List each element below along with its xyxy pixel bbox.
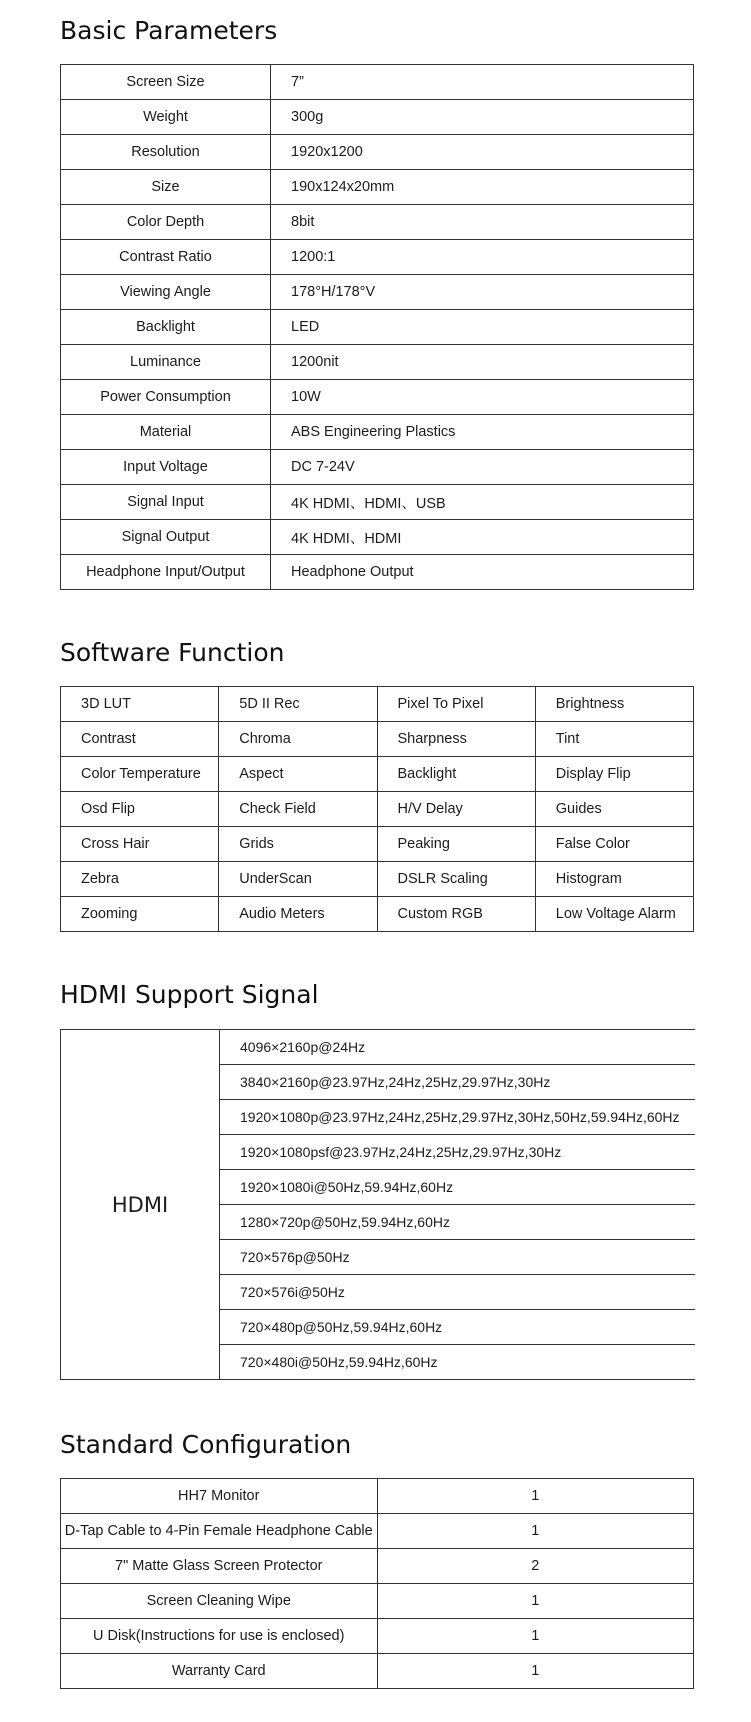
table-row — [61, 170, 694, 205]
feature-cell: Sharpness — [377, 722, 535, 757]
param-value: ABS Engineering Plastics — [271, 415, 694, 450]
feature-cell: Osd Flip — [61, 792, 219, 827]
table-row — [61, 520, 694, 555]
feature-cell: Guides — [535, 792, 693, 827]
table-row — [61, 687, 694, 722]
table-row — [61, 205, 694, 240]
param-label: Signal Output — [61, 520, 271, 555]
feature-cell: Zooming — [61, 897, 219, 932]
feature-cell: 5D II Rec — [219, 687, 377, 722]
param-value: 1200:1 — [271, 240, 694, 275]
param-label: Backlight — [61, 310, 271, 345]
config-qty: 1 — [377, 1514, 694, 1549]
config-item: Screen Cleaning Wipe — [61, 1584, 378, 1619]
feature-cell: Display Flip — [535, 757, 693, 792]
table-row — [61, 1619, 694, 1654]
signal-format: 720×576p@50Hz — [220, 1240, 696, 1275]
table-row — [61, 1514, 694, 1549]
config-item: 7" Matte Glass Screen Protector — [61, 1549, 378, 1584]
feature-cell: Audio Meters — [219, 897, 377, 932]
feature-cell: Grids — [219, 827, 377, 862]
feature-cell: Brightness — [535, 687, 693, 722]
config-item: HH7 Monitor — [61, 1479, 378, 1514]
table-row — [61, 345, 694, 380]
param-label: Size — [61, 170, 271, 205]
feature-cell: Cross Hair — [61, 827, 219, 862]
feature-cell: Chroma — [219, 722, 377, 757]
param-label: Color Depth — [61, 205, 271, 240]
table-row — [61, 1654, 694, 1689]
feature-cell: H/V Delay — [377, 792, 535, 827]
table-row — [61, 722, 694, 757]
param-value: 178°H/178°V — [271, 275, 694, 310]
config-qty: 1 — [377, 1584, 694, 1619]
basic-parameters-title: Basic Parameters — [60, 16, 278, 45]
feature-cell: Zebra — [61, 862, 219, 897]
param-label: Power Consumption — [61, 380, 271, 415]
param-value: LED — [271, 310, 694, 345]
feature-cell: Custom RGB — [377, 897, 535, 932]
table-row — [61, 1584, 694, 1619]
feature-cell: Tint — [535, 722, 693, 757]
table-row — [61, 135, 694, 170]
table-row — [61, 485, 694, 520]
table-row — [61, 555, 694, 590]
table-row — [61, 862, 694, 897]
param-value: 1920x1200 — [271, 135, 694, 170]
config-qty: 1 — [377, 1479, 694, 1514]
config-qty: 1 — [377, 1619, 694, 1654]
param-value: DC 7-24V — [271, 450, 694, 485]
config-qty: 1 — [377, 1654, 694, 1689]
signal-format: 4096×2160p@24Hz — [220, 1030, 696, 1065]
feature-cell: Low Voltage Alarm — [535, 897, 693, 932]
feature-cell: Contrast — [61, 722, 219, 757]
table-row — [61, 275, 694, 310]
standard-configuration-title: Standard Configuration — [60, 1430, 352, 1459]
table-row — [61, 1479, 694, 1514]
signal-format: 1920×1080psf@23.97Hz,24Hz,25Hz,29.97Hz,30Hz — [220, 1135, 696, 1170]
signal-format: 720×480i@50Hz,59.94Hz,60Hz — [220, 1345, 696, 1380]
param-value: 4K HDMI、HDMI、USB — [271, 485, 694, 520]
table-row — [61, 792, 694, 827]
feature-cell: DSLR Scaling — [377, 862, 535, 897]
feature-cell: Histogram — [535, 862, 693, 897]
param-label: Input Voltage — [61, 450, 271, 485]
standard-configuration-table — [60, 1478, 694, 1689]
config-item: Warranty Card — [61, 1654, 378, 1689]
param-value: 4K HDMI、HDMI — [271, 520, 694, 555]
param-value: 8bit — [271, 205, 694, 240]
software-function-table — [60, 686, 694, 932]
table-row — [61, 1549, 694, 1584]
param-label: Luminance — [61, 345, 271, 380]
feature-cell: 3D LUT — [61, 687, 219, 722]
hdmi-support-table — [60, 1029, 695, 1380]
param-value: Headphone Output — [271, 555, 694, 590]
param-label: Viewing Angle — [61, 275, 271, 310]
feature-cell: Backlight — [377, 757, 535, 792]
config-item: U Disk(Instructions for use is enclosed) — [61, 1619, 378, 1654]
param-value: 1200nit — [271, 345, 694, 380]
table-row — [61, 757, 694, 792]
param-value: 7” — [271, 65, 694, 100]
param-label: Signal Input — [61, 485, 271, 520]
param-label: Screen Size — [61, 65, 271, 100]
config-item: D-Tap Cable to 4-Pin Female Headphone Cable — [61, 1514, 378, 1549]
table-row — [61, 1030, 696, 1065]
param-value: 300g — [271, 100, 694, 135]
feature-cell: Aspect — [219, 757, 377, 792]
table-row — [61, 310, 694, 345]
param-value: 190x124x20mm — [271, 170, 694, 205]
hdmi-support-title: HDMI Support Signal — [60, 980, 319, 1009]
feature-cell: Peaking — [377, 827, 535, 862]
table-row — [61, 450, 694, 485]
param-label: Contrast Ratio — [61, 240, 271, 275]
config-qty: 2 — [377, 1549, 694, 1584]
feature-cell: Color Temperature — [61, 757, 219, 792]
table-row — [61, 415, 694, 450]
basic-parameters-table — [60, 64, 694, 590]
param-label: Headphone Input/Output — [61, 555, 271, 590]
param-value: 10W — [271, 380, 694, 415]
table-row — [61, 65, 694, 100]
signal-format: 1920×1080i@50Hz,59.94Hz,60Hz — [220, 1170, 696, 1205]
software-function-title: Software Function — [60, 638, 285, 667]
table-row — [61, 897, 694, 932]
table-row — [61, 380, 694, 415]
feature-cell: False Color — [535, 827, 693, 862]
signal-format: 720×576i@50Hz — [220, 1275, 696, 1310]
signal-source-label: HDMI — [61, 1030, 220, 1380]
param-label: Resolution — [61, 135, 271, 170]
table-row — [61, 827, 694, 862]
param-label: Weight — [61, 100, 271, 135]
param-label: Material — [61, 415, 271, 450]
signal-format: 1280×720p@50Hz,59.94Hz,60Hz — [220, 1205, 696, 1240]
feature-cell: Pixel To Pixel — [377, 687, 535, 722]
table-row — [61, 100, 694, 135]
feature-cell: UnderScan — [219, 862, 377, 897]
signal-format: 720×480p@50Hz,59.94Hz,60Hz — [220, 1310, 696, 1345]
signal-format: 3840×2160p@23.97Hz,24Hz,25Hz,29.97Hz,30Hz — [220, 1065, 696, 1100]
table-row — [61, 240, 694, 275]
signal-format: 1920×1080p@23.97Hz,24Hz,25Hz,29.97Hz,30Hz,50Hz,59.94Hz,60Hz — [220, 1100, 696, 1135]
feature-cell: Check Field — [219, 792, 377, 827]
